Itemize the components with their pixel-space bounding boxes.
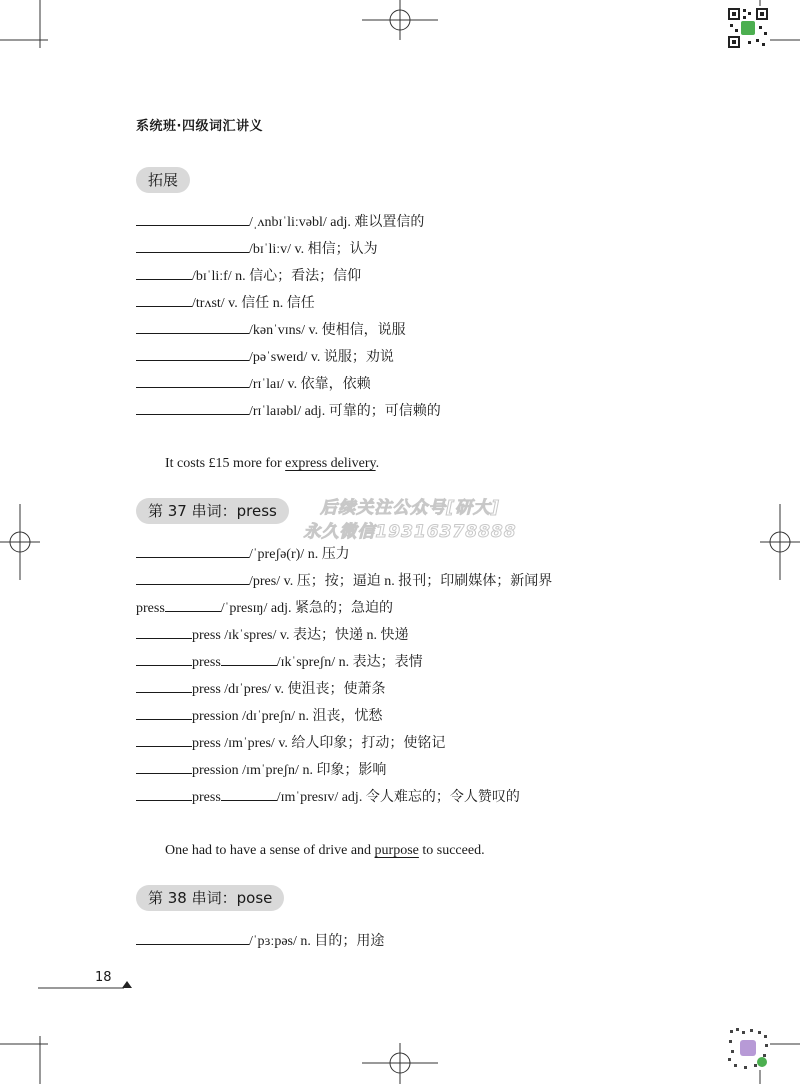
vocab-entry xyxy=(136,625,408,645)
pronunciation: /ɪmˈpresɪv/ xyxy=(276,790,339,805)
fill-blank xyxy=(136,347,249,361)
sentence-text: . xyxy=(375,456,380,471)
vocab-entry xyxy=(136,733,445,753)
vocab-entry xyxy=(136,706,383,726)
vocab-entry xyxy=(136,266,361,286)
definition: adj. 可靠的；可信赖的 xyxy=(301,404,441,419)
fill-blank xyxy=(136,266,192,280)
fill-blank xyxy=(136,571,249,585)
example-sentence xyxy=(165,456,379,472)
fill-blank xyxy=(136,293,192,307)
sentence-highlight: express delivery xyxy=(285,456,376,471)
pronunciation: /ˈpreʃə(r)/ xyxy=(249,547,305,562)
fill-blank xyxy=(136,239,249,253)
pronunciation: /pəˈsweɪd/ xyxy=(249,350,308,365)
watermark-line: 后续关注公众号[研大] xyxy=(320,498,500,518)
vocab-entry xyxy=(136,293,315,313)
vocab-entry xyxy=(136,544,350,564)
vocab-entry xyxy=(136,598,393,618)
vocab-entry xyxy=(136,374,371,394)
definition: v. 说服；劝说 xyxy=(307,350,394,365)
pronunciation: /rɪˈlaɪəbl/ xyxy=(249,404,302,419)
qr-code-bottom-icon xyxy=(726,1026,770,1070)
watermark-line: 永久微信19316378888 xyxy=(303,522,517,542)
fill-blank xyxy=(136,706,192,720)
pronunciation: /rɪˈlaɪ/ xyxy=(249,377,284,392)
sentence-text: It costs £15 more for xyxy=(165,456,286,471)
definition: n. 信心；看法；信仰 xyxy=(231,269,362,284)
vocab-entry xyxy=(136,212,424,232)
definition: v. 给人印象；打动；使铭记 xyxy=(274,736,446,751)
sentence-text: to succeed. xyxy=(418,843,485,858)
pronunciation: /bɪˈliːv/ xyxy=(249,242,291,257)
word-root: press xyxy=(192,736,225,751)
definition: v. 压；按；逼迫 n. 报刊；印刷媒体；新闻界 xyxy=(280,574,553,589)
fill-blank xyxy=(136,320,249,334)
pronunciation: /kənˈvɪns/ xyxy=(249,323,305,338)
watermark xyxy=(300,496,520,544)
definition: n. 表达；表情 xyxy=(335,655,423,670)
word-root: press xyxy=(136,601,165,616)
fill-blank xyxy=(136,374,249,388)
fill-blank xyxy=(136,787,192,801)
definition: adj. 紧急的；急迫的 xyxy=(267,601,393,616)
page-number: 18 xyxy=(95,970,112,985)
vocab-entry xyxy=(136,320,406,340)
fill-blank xyxy=(136,733,192,747)
vocab-entry xyxy=(136,239,378,259)
vocab-entry xyxy=(136,652,423,672)
definition: v. 相信；认为 xyxy=(291,242,378,257)
fill-blank xyxy=(136,625,192,639)
definition: n. 沮丧，忧愁 xyxy=(295,709,383,724)
sentence-text: One had to have a sense of drive and xyxy=(165,843,375,858)
sentence-highlight: purpose xyxy=(374,843,419,858)
pronunciation: /pres/ xyxy=(249,574,281,589)
vocab-entry xyxy=(136,787,520,807)
definition: n. 压力 xyxy=(304,547,350,562)
vocab-entry xyxy=(136,760,386,780)
qr-code-top-icon xyxy=(726,6,770,50)
pronunciation: /ˈpɜːpəs/ xyxy=(249,934,297,949)
pronunciation: /ɪkˈspreʃn/ xyxy=(276,655,336,670)
definition: v. 使相信，说服 xyxy=(305,323,406,338)
vocab-entry xyxy=(136,679,386,699)
vocab-entry xyxy=(136,347,394,367)
vocab-entry xyxy=(136,571,552,591)
fill-blank xyxy=(136,931,249,945)
vocab-entry xyxy=(136,401,441,421)
section-pill-press: 第 37 串词：press xyxy=(136,498,289,524)
pronunciation: /ˌʌnbɪˈliːvəbl/ xyxy=(249,215,327,230)
section-pill-expand: 拓展 xyxy=(136,167,190,193)
pronunciation: /bɪˈliːf/ xyxy=(192,269,232,284)
pronunciation: /trʌst/ xyxy=(192,296,225,311)
section-pill-pose: 第 38 串词：pose xyxy=(136,885,284,911)
pronunciation: /dɪˈpres/ xyxy=(224,682,271,697)
pronunciation: /ɪkˈspres/ xyxy=(224,628,277,643)
vocab-entry xyxy=(136,931,384,951)
pronunciation: /dɪˈpreʃn/ xyxy=(242,709,296,724)
definition: adj. 难以置信的 xyxy=(326,215,425,230)
definition: v. 依靠，依赖 xyxy=(284,377,371,392)
fill-blank xyxy=(165,598,221,612)
pronunciation: /ɪmˈpres/ xyxy=(224,736,275,751)
fill-blank xyxy=(136,760,192,774)
fill-blank xyxy=(136,679,192,693)
page-header-title: 系统班·四级词汇讲义 xyxy=(136,119,263,134)
word-root: pression xyxy=(192,763,243,778)
example-sentence xyxy=(165,843,485,859)
word-root: press xyxy=(192,628,225,643)
fill-blank xyxy=(136,401,249,415)
word-root: press xyxy=(192,790,221,805)
fill-blank xyxy=(221,652,277,666)
definition: n. 印象；影响 xyxy=(298,763,387,778)
word-root: press xyxy=(192,655,221,670)
pronunciation: /ˈpresɪŋ/ xyxy=(220,601,268,616)
definition: adj. 令人难忘的；令人赞叹的 xyxy=(338,790,520,805)
fill-blank xyxy=(136,652,192,666)
definition: n. 目的；用途 xyxy=(296,934,385,949)
word-root: pression xyxy=(192,709,243,724)
fill-blank xyxy=(221,787,277,801)
pronunciation: /ɪmˈpreʃn/ xyxy=(242,763,299,778)
fill-blank xyxy=(136,544,249,558)
definition: v. 信任 n. 信任 xyxy=(224,296,315,311)
word-root: press xyxy=(192,682,225,697)
definition: v. 表达；快递 n. 快递 xyxy=(276,628,409,643)
footer-rule xyxy=(38,980,134,992)
definition: v. 使沮丧；使萧条 xyxy=(270,682,386,697)
fill-blank xyxy=(136,212,249,226)
